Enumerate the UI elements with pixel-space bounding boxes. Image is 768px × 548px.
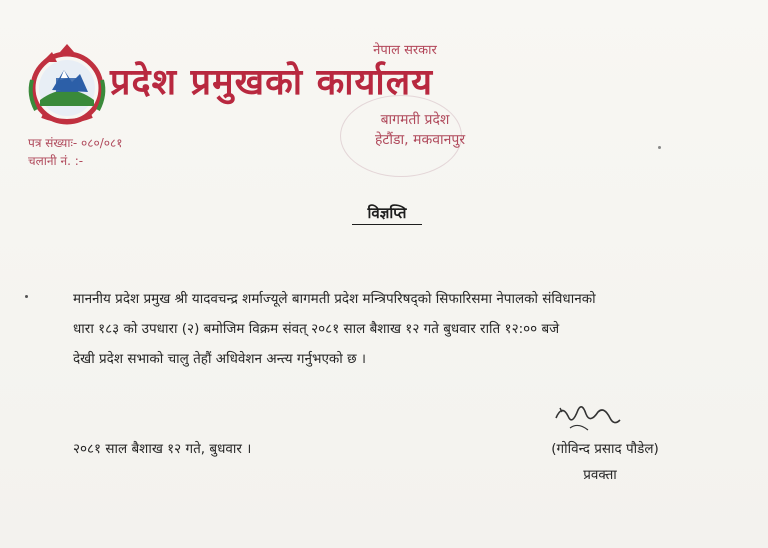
notice-body [73,284,713,374]
issue-date: २०८१ साल बैशाख १२ गते, बुधवार । [73,441,252,457]
government-name: नेपाल सरकार [373,43,437,58]
letter-number: पत्र संख्याः- ०८०/०८१ [28,136,123,150]
nepal-emblem-icon [22,40,112,130]
margin-mark [658,146,661,149]
notice-heading: विज्ञप्ति [352,203,422,225]
office-address: हेटौंडा, मकवानपुर [374,132,466,148]
margin-mark [25,295,28,298]
official-role: प्रवक्ता [583,467,617,483]
signature-icon [548,398,628,442]
notice-line: धारा १८३ को उपधारा (२) बमोजिम विक्रम संवत् २०८१ साल बैशाख १२ गते बुधवार राति १२:०० बजे [73,321,560,337]
province-name: बागमती प्रदेश [380,112,450,128]
official-name: (गोविन्द प्रसाद पौडेल) [551,441,659,457]
dispatch-number: चलानी नं. :- [28,154,84,168]
notice-line: माननीय प्रदेश प्रमुख श्री यादवचन्द्र शर्माज्यूले बागमती प्रदेश मन्त्रिपरिषद्को सिफारिसमा नेपालको संविधानको [73,291,596,307]
office-title: प्रदेश प्रमुखको कार्यालय [110,62,434,103]
notice-line: देखी प्रदेश सभाको चालु तेहौं अधिवेशन अन्त्य गर्नुभएको छ । [73,351,366,367]
